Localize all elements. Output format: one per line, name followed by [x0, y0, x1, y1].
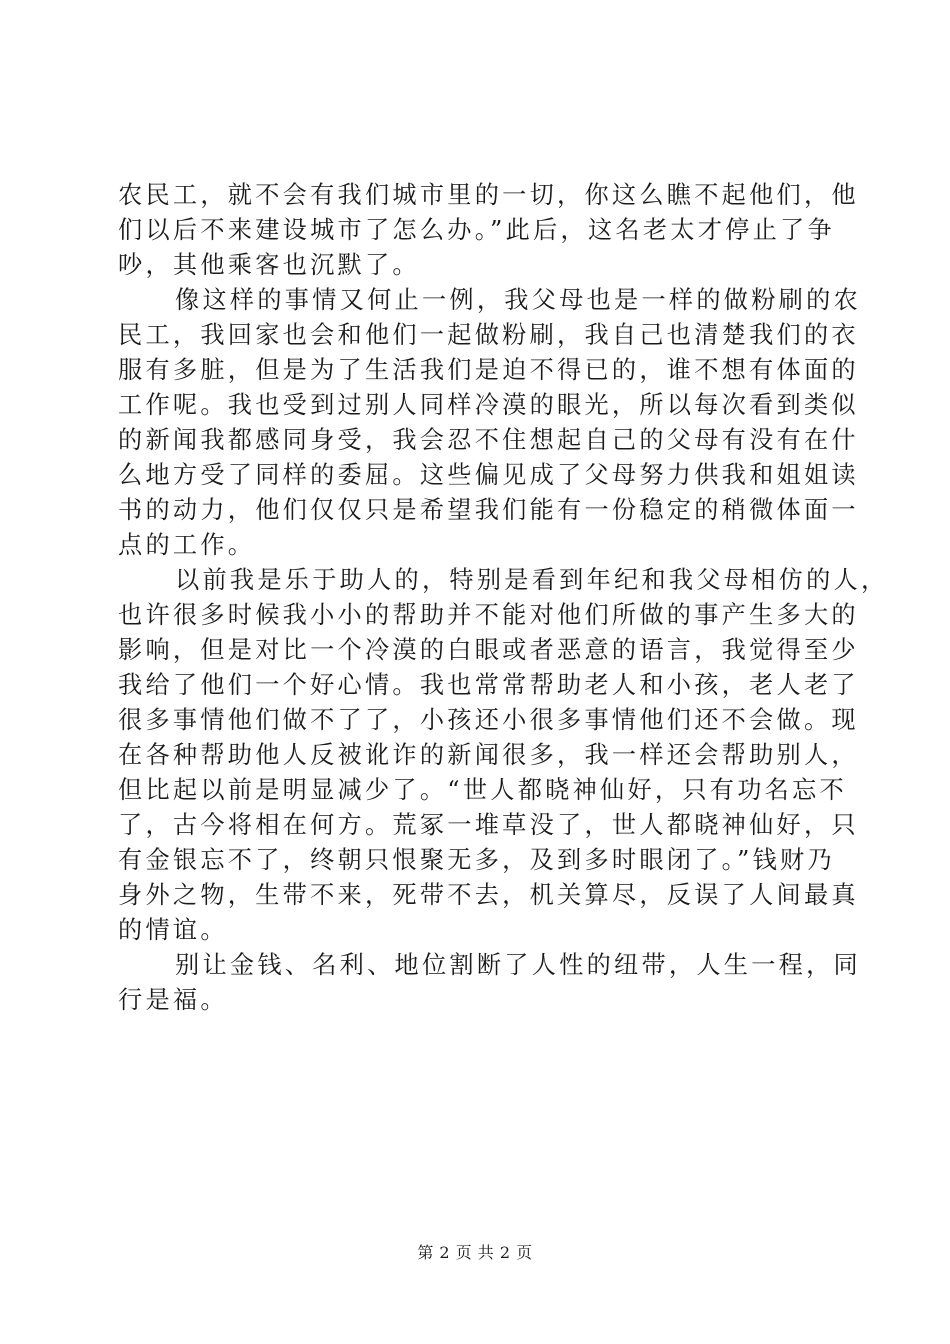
- text-line: 工作呢。我也受到过别人同样冷漠的眼光，所以每次看到类似: [118, 391, 859, 419]
- text-line: 么地方受了同样的委屈。这些偏见成了父母努力供我和姐姐读: [118, 461, 859, 489]
- text-line: 农民工，就不会有我们城市里的一切，你这么瞧不起他们，他: [118, 181, 859, 209]
- text-line: 民工，我回家也会和他们一起做粉刷，我自己也清楚我们的衣: [118, 321, 859, 349]
- text-line: 的新闻我都感同身受，我会忍不住想起自己的父母有没有在什: [118, 426, 859, 454]
- text-line: 别让金钱、名利、地位割断了人性的纽带，人生一程，同: [175, 951, 861, 979]
- page-number-label: 第 2 页 共 2 页: [417, 1243, 533, 1262]
- text-line: 行是福。: [118, 986, 228, 1014]
- text-line: 在各种帮助他人反被讹诈的新闻很多，我一样还会帮助别人，: [118, 741, 859, 769]
- paragraph: [118, 563, 889, 948]
- text-line: 的情谊。: [118, 916, 228, 944]
- paragraph: [118, 948, 861, 1018]
- text-line: 我给了他们一个好心情。我也常常帮助老人和小孩，老人老了: [118, 671, 859, 699]
- text-line: 有金银忘不了，终朝只恨聚无多，及到多时眼闭了。”钱财乃: [118, 846, 835, 874]
- body-text: [118, 178, 889, 1018]
- text-line: 身外之物，生带不来，死带不去，机关算尽，反误了人间最真: [118, 881, 859, 909]
- text-line: 们以后不来建设城市了怎么办。”此后，这名老太才停止了争: [118, 216, 835, 244]
- text-line: 点的工作。: [118, 531, 256, 559]
- paragraph: [118, 283, 861, 563]
- text-line: 像这样的事情又何止一例，我父母也是一样的做粉刷的农: [175, 286, 861, 314]
- text-line: 影响，但是对比一个冷漠的白眼或者恶意的语言，我觉得至少: [118, 636, 859, 664]
- text-line: 了，古今将相在何方。荒冢一堆草没了，世人都晓神仙好，只: [118, 811, 859, 839]
- text-line: 吵，其他乘客也沉默了。: [118, 251, 420, 279]
- text-line: 很多事情他们做不了了，小孩还小很多事情他们还不会做。现: [118, 706, 859, 734]
- text-line: 以前我是乐于助人的，特别是看到年纪和我父母相仿的人，: [175, 566, 889, 594]
- text-line: 但比起以前是明显减少了。“世人都晓神仙好，只有功名忘不: [118, 776, 847, 804]
- text-line: 服有多脏，但是为了生活我们是迫不得已的，谁不想有体面的: [118, 356, 859, 384]
- text-line: 书的动力，他们仅仅只是希望我们能有一份稳定的稍微体面一: [118, 496, 859, 524]
- paragraph: [118, 178, 859, 283]
- page-footer: [0, 1243, 950, 1263]
- text-line: 也许很多时候我小小的帮助并不能对他们所做的事产生多大的: [118, 601, 859, 629]
